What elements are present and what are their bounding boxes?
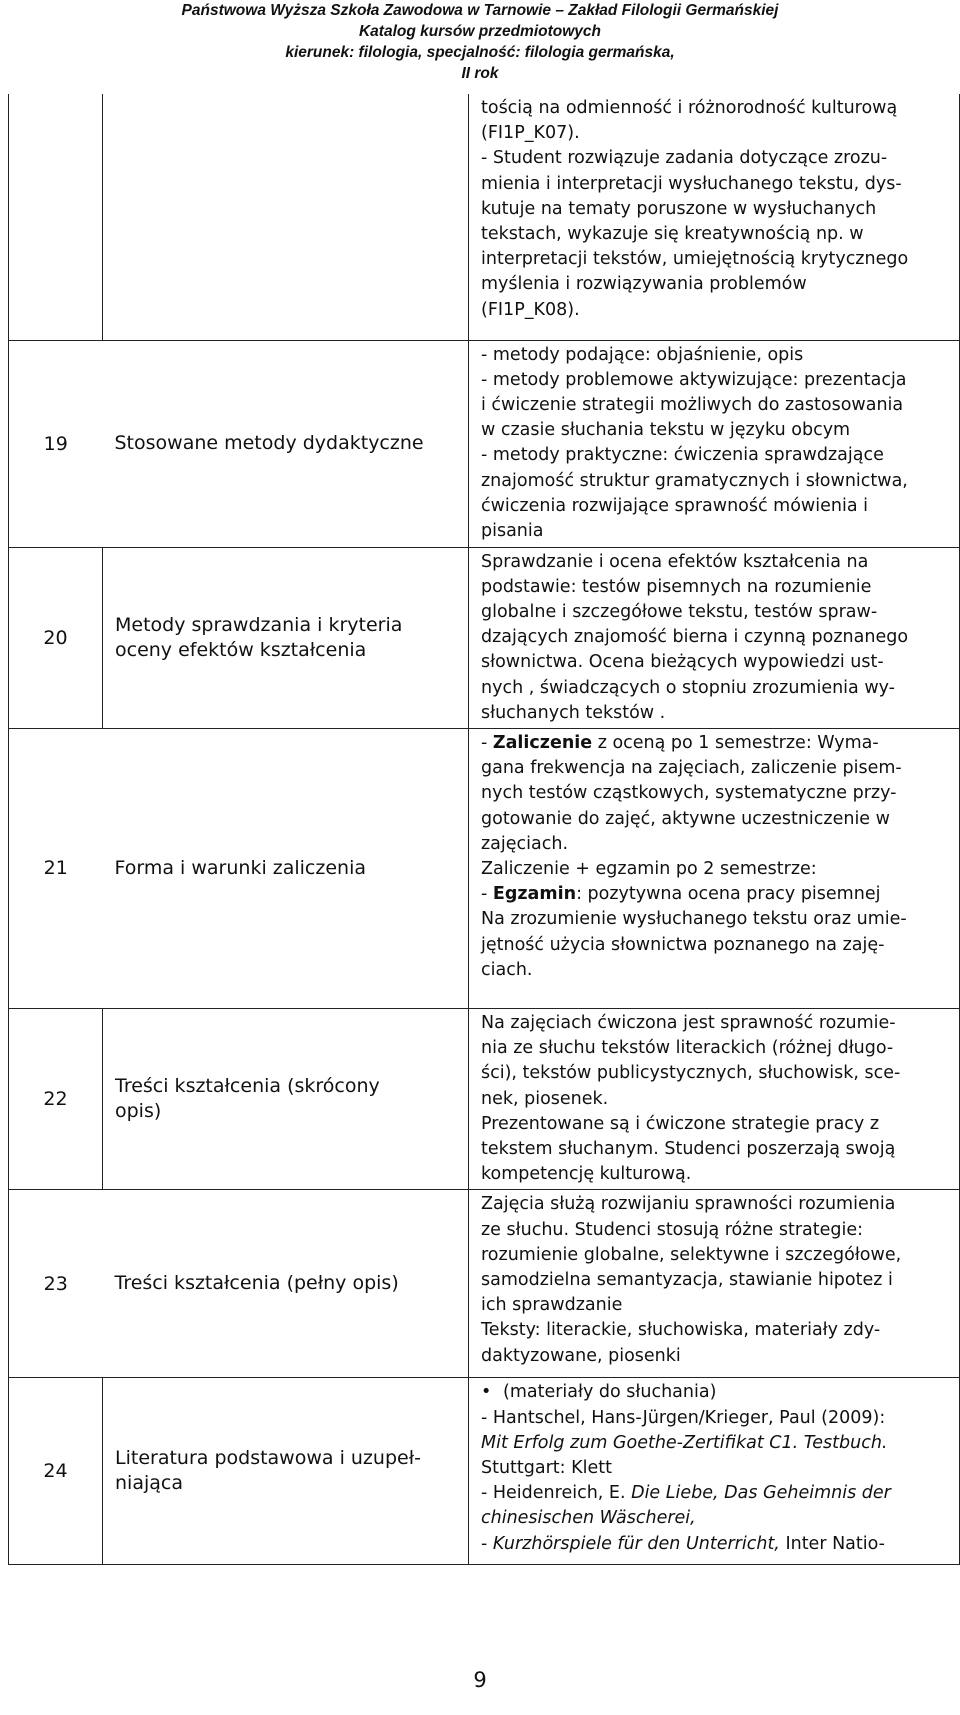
- row-content-cell: [469, 1378, 960, 1565]
- document-header: [0, 0, 960, 84]
- content-line: nia ze słuchu tekstów literackich (różnej długo-: [481, 1038, 894, 1059]
- row-content-cell: [469, 547, 960, 728]
- content-line: w czasie słuchania tekstu w języku obcym: [481, 420, 851, 441]
- content-line: - metody problemowe aktywizujące: prezentacja: [481, 369, 907, 390]
- content-line: [481, 1481, 951, 1506]
- header-field-of-study: kierunek: filologia, specjalność: filologia germańska,: [285, 44, 675, 61]
- row-label-line: Literatura podstawowa i uzupeł-: [115, 1447, 421, 1470]
- content-line: jętność użycia słownictwa poznanego na zaję-: [481, 934, 885, 955]
- content-line: zajęciach.: [481, 833, 569, 854]
- content-line: mienia i interpretacji wysłuchanego tekstu, dys-: [481, 173, 902, 194]
- row-label-line: oceny efektów kształcenia: [115, 638, 367, 661]
- row-label-cell: [103, 547, 469, 728]
- content-line: myślenia i rozwiązywania problemów: [481, 274, 807, 295]
- row-number: 21: [9, 728, 103, 1008]
- row-label-cell: [103, 1378, 469, 1565]
- table-row-21: [9, 728, 960, 1008]
- content-line: ciach.: [481, 959, 533, 980]
- row-content-cell: [469, 1190, 960, 1378]
- text-run: z oceną po 1 semestrze: Wyma-: [592, 732, 879, 753]
- content-line: Na zrozumienie wysłuchanego tekstu oraz umie-: [481, 909, 907, 930]
- content-line: globalne i szczegółowe tekstu, testów spraw-: [481, 601, 878, 622]
- content-line: [481, 731, 951, 756]
- book-title: chinesischen Wäscherei,: [481, 1508, 696, 1529]
- course-table: [8, 94, 960, 1565]
- row-label: Stosowane metody dydaktyczne: [103, 340, 469, 547]
- content-line: Sprawdzanie i ocena efektów kształcenia na: [481, 551, 869, 572]
- text-run: Inter Natio-: [779, 1533, 885, 1554]
- content-line: ze słuchu. Studenci stosują różne strategie:: [481, 1219, 864, 1240]
- content-line: ści), tekstów publicystycznych, słuchowisk, sce-: [481, 1063, 901, 1084]
- row-label-line: Treści kształcenia (skrócony: [115, 1075, 380, 1098]
- content-line: tekstach, wykazuje się kreatywnością np. w: [481, 224, 864, 245]
- bold-term-egzamin: Egzamin: [492, 884, 577, 905]
- page-number: 9: [473, 1668, 487, 1692]
- content-line: rozumienie globalne, selektywne i szczegółowe,: [481, 1244, 902, 1265]
- text-run: -: [481, 1533, 493, 1554]
- content-line: Stuttgart: Klett: [481, 1457, 612, 1478]
- content-line: [481, 882, 951, 907]
- header-institution: Państwowa Wyższa Szkoła Zawodowa w Tarnowie – Zakład Filologii Germańskiej: [181, 2, 779, 19]
- content-line: kompetencję kulturową.: [481, 1164, 692, 1185]
- table-row-19: [9, 340, 960, 547]
- table-row-20: [9, 547, 960, 728]
- content-line: pisania: [481, 520, 544, 541]
- row-number: 20: [9, 547, 103, 728]
- content-line: nek, piosenek.: [481, 1088, 609, 1109]
- content-line: kutuje na tematy poruszone w wysłuchanych: [481, 198, 877, 219]
- row-number: 24: [9, 1378, 103, 1565]
- content-line: słownictwa. Ocena bieżących wypowiedzi ust-: [481, 652, 884, 673]
- row-number-cell: [9, 94, 103, 340]
- book-title: Die Liebe, Das Geheimnis der: [631, 1483, 891, 1504]
- content-line: słuchanych tekstów .: [481, 702, 666, 723]
- table-row-24: [9, 1378, 960, 1565]
- row-label-cell: [103, 94, 469, 340]
- bullet-item: [481, 1380, 951, 1405]
- content-line: (FI1P_K07).: [481, 123, 580, 144]
- row-label-line: Metody sprawdzania i kryteria: [115, 613, 403, 636]
- table-row-18-continuation: [9, 94, 960, 340]
- book-title: Kurzhörspiele für den Unterricht,: [492, 1533, 780, 1554]
- row-label-line: niająca: [115, 1472, 183, 1495]
- row-content-cell: [469, 340, 960, 547]
- row-number: 19: [9, 340, 103, 547]
- table-row-23: [9, 1190, 960, 1378]
- table-row-22: [9, 1008, 960, 1189]
- content-line: - Student rozwiązuje zadania dotyczące zrozu-: [481, 148, 888, 169]
- content-line: Prezentowane są i ćwiczone strategie pracy z: [481, 1113, 880, 1134]
- content-line: Na zajęciach ćwiczona jest sprawność rozumie-: [481, 1012, 896, 1033]
- text-run: -: [481, 884, 493, 905]
- text-run: - Heidenreich, E.: [481, 1483, 632, 1504]
- content-line: tością na odmienność i różnorodność kulturową: [481, 98, 898, 118]
- content-line: samodzielna semantyzacja, stawianie hipotez i: [481, 1269, 893, 1290]
- book-title: Mit Erfolg zum Goethe-Zertifikat C1. Testbuch.: [481, 1432, 888, 1453]
- bullet-text: (materiały do słuchania): [503, 1382, 717, 1403]
- content-line: znajomość struktur gramatycznych i słownictwa,: [481, 470, 908, 491]
- row-label-line: opis): [115, 1100, 162, 1123]
- content-line: tekstem słuchanym. Studenci poszerzają swoją: [481, 1138, 896, 1159]
- content-line: dzających znajomość bierna i czynną poznanego: [481, 627, 909, 648]
- content-line: - metody podające: objaśnienie, opis: [481, 344, 804, 365]
- row-number: 23: [9, 1190, 103, 1378]
- content-line: Zaliczenie + egzamin po 2 semestrze:: [481, 858, 817, 879]
- content-line: interpretacji tekstów, umiejętnością krytycznego: [481, 249, 909, 270]
- row-content-cell: [469, 728, 960, 1008]
- content-line: - Hantschel, Hans-Jürgen/Krieger, Paul (2009):: [481, 1407, 886, 1428]
- bold-term-zaliczenie: Zaliczenie: [492, 732, 593, 753]
- row-label-cell: [103, 1008, 469, 1189]
- content-line: podstawie: testów pisemnych na rozumienie: [481, 576, 872, 597]
- row-number: 22: [9, 1008, 103, 1189]
- row-content-cell: [469, 94, 960, 340]
- content-line: nych , świadczących o stopniu zrozumienia wy-: [481, 677, 896, 698]
- content-line: nych testów cząstkowych, systematyczne przy-: [481, 783, 897, 804]
- header-year: II rok: [461, 65, 499, 82]
- content-line: - metody praktyczne: ćwiczenia sprawdzające: [481, 445, 884, 466]
- text-run: -: [481, 732, 493, 753]
- row-label: Forma i warunki zaliczenia: [103, 728, 469, 1008]
- row-content-cell: [469, 1008, 960, 1189]
- content-line: i ćwiczenie strategii możliwych do zastosowania: [481, 394, 904, 415]
- content-line: (FI1P_K08).: [481, 299, 580, 320]
- content-line: Teksty: literackie, słuchowiska, materiały zdy-: [481, 1320, 881, 1341]
- content-line: daktyzowane, piosenki: [481, 1345, 681, 1366]
- text-run: : pozytywna ocena pracy pisemnej: [576, 884, 881, 905]
- content-line: ich sprawdzanie: [481, 1295, 623, 1316]
- row-label: Treści kształcenia (pełny opis): [103, 1190, 469, 1378]
- header-catalog-title: Katalog kursów przedmiotowych: [358, 23, 601, 40]
- bullet-icon: •: [481, 1382, 492, 1403]
- content-line: ćwiczenia rozwijające sprawność mówienia i: [481, 495, 868, 516]
- content-line: Zajęcia służą rozwijaniu sprawności rozumienia: [481, 1194, 896, 1215]
- content-line: [481, 1532, 951, 1557]
- content-line: gotowanie do zajęć, aktywne uczestniczenie w: [481, 808, 890, 829]
- content-line: gana frekwencja na zajęciach, zaliczenie pisem-: [481, 758, 902, 779]
